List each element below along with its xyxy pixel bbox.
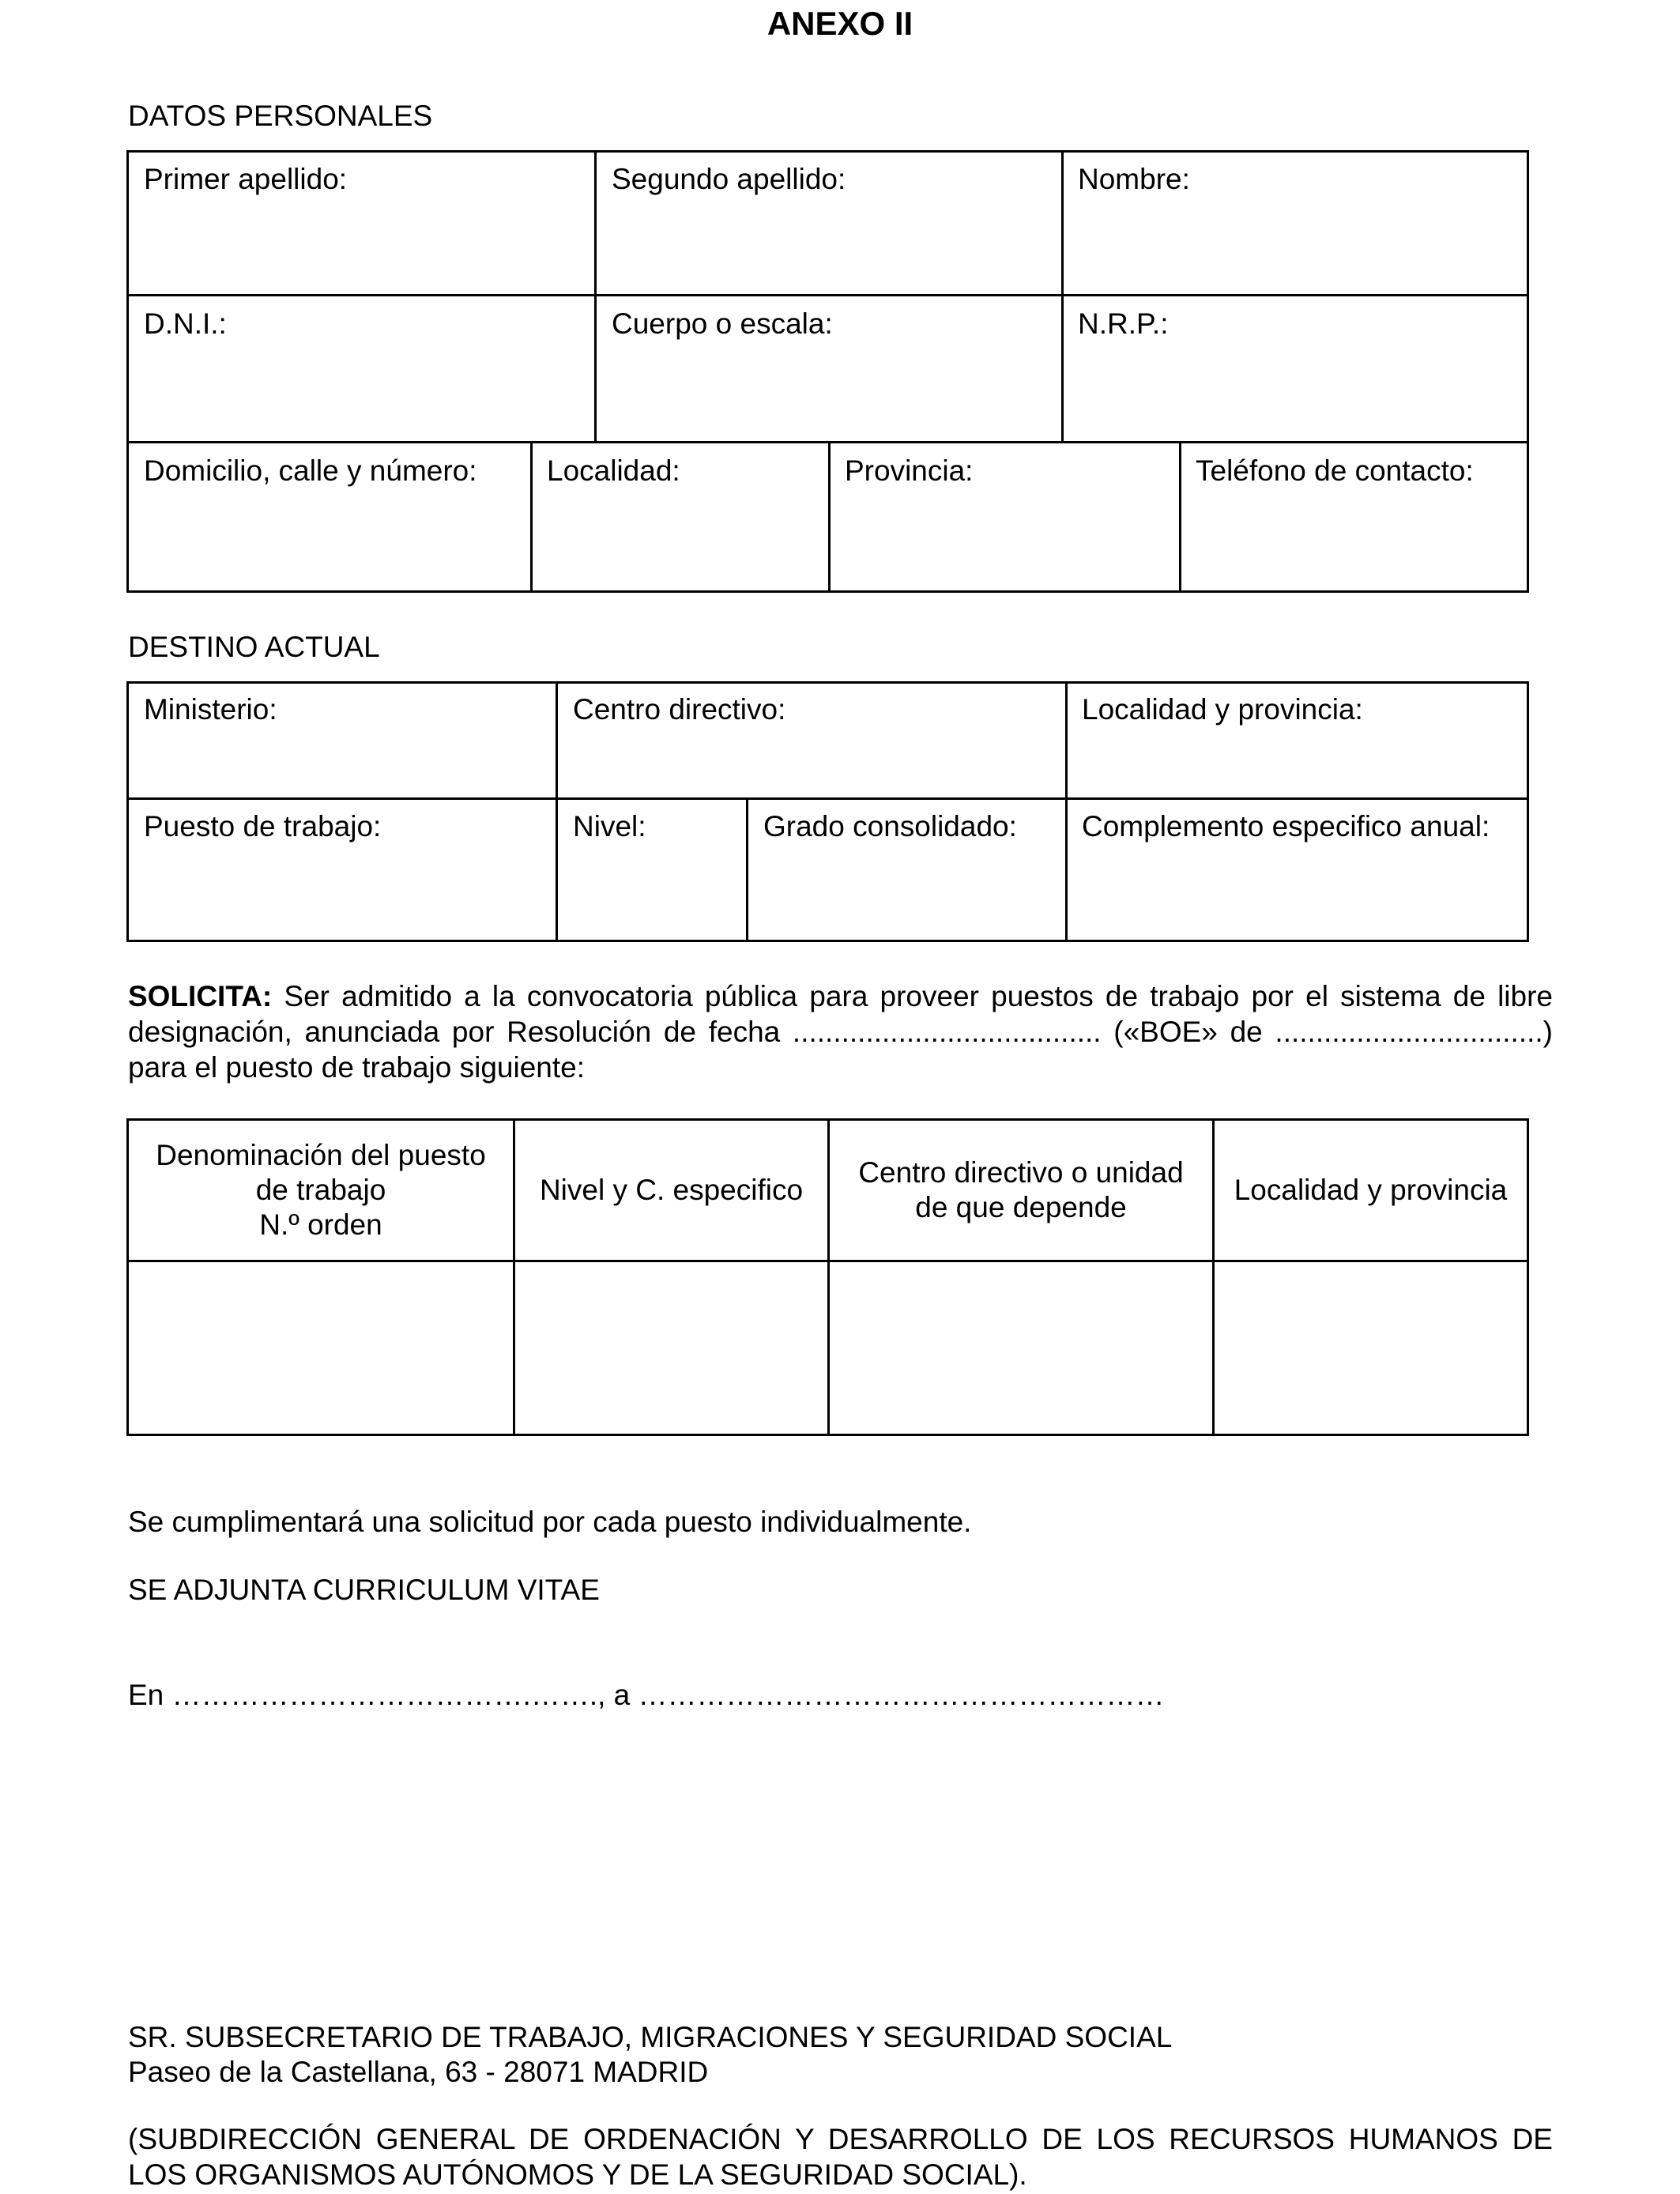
ministerio-field[interactable]: Ministerio: xyxy=(144,693,277,726)
col-divider xyxy=(594,150,597,443)
domicilio-field[interactable]: Domicilio, calle y número: xyxy=(144,454,477,487)
centro-directivo-field[interactable]: Centro directivo: xyxy=(573,693,786,726)
header-line: Denominación del puesto xyxy=(156,1139,486,1171)
complemento-especifico-field[interactable]: Complemento especifico anual: xyxy=(1082,810,1490,843)
datos-personales-heading: DATOS PERSONALES xyxy=(128,100,433,132)
header-line: N.º orden xyxy=(259,1208,382,1241)
localidad-provincia-field[interactable]: Localidad y provincia: xyxy=(1082,693,1363,726)
telefono-field[interactable]: Teléfono de contacto: xyxy=(1196,454,1474,487)
denominacion-input-cell[interactable] xyxy=(129,1262,513,1434)
segundo-apellido-field[interactable]: Segundo apellido: xyxy=(612,163,846,195)
localidad-input-cell[interactable] xyxy=(1215,1262,1527,1434)
row-divider xyxy=(126,797,1529,800)
header-denominacion xyxy=(129,1121,513,1260)
provincia-field[interactable]: Provincia: xyxy=(845,454,974,487)
col-divider xyxy=(1179,441,1181,593)
col-divider xyxy=(556,681,558,942)
lugar-fecha-line[interactable]: En ……………………………….……., a ……………………………………………… xyxy=(128,1679,1165,1711)
primer-apellido-field[interactable]: Primer apellido: xyxy=(144,163,348,195)
centro-input-cell[interactable] xyxy=(830,1262,1212,1434)
col-divider xyxy=(1061,150,1064,443)
col-divider xyxy=(530,441,533,593)
header-line: Centro directivo o unidad xyxy=(858,1156,1184,1189)
row-divider xyxy=(126,294,1529,296)
header-localidad xyxy=(1215,1121,1527,1260)
header-nivel xyxy=(515,1121,827,1260)
destinatario-line1: SR. SUBSECRETARIO DE TRABAJO, MIGRACIONES Y SEGURIDAD SOCIAL xyxy=(128,2021,1173,2053)
nota-text: Se cumplimentará una solicitud por cada puesto individualmente. xyxy=(128,1506,972,1538)
col-divider xyxy=(746,797,748,942)
col-divider xyxy=(828,441,831,593)
cuerpo-escala-field[interactable]: Cuerpo o escala: xyxy=(612,307,833,340)
solicita-text: Ser admitido a la convocatoria pública para proveer puestos de trabajo por el sistema de libre designación, anunciada por Resolución de fecha ...................................... («BOE» de .................................) para el puesto de trabajo siguiente: xyxy=(128,980,1553,1084)
header-line: de trabajo xyxy=(255,1174,386,1206)
destino-actual-heading: DESTINO ACTUAL xyxy=(128,631,380,663)
header-line: Nivel y C. especifico xyxy=(539,1174,804,1206)
grado-consolidado-field[interactable]: Grado consolidado: xyxy=(763,810,1017,843)
subdireccion-text: (SUBDIRECCIÓN GENERAL DE ORDENACIÓN Y DESARROLLO DE LOS RECURSOS HUMANOS DE LOS ORGANISMOS AUTÓNOMOS Y DE LA SEGURIDAD SOCIAL). xyxy=(128,2123,1553,2191)
header-line: de que depende xyxy=(915,1191,1127,1223)
nivel-input-cell[interactable] xyxy=(515,1262,827,1434)
solicita-label: SOLICITA: xyxy=(128,980,273,1012)
destinatario-line2: Paseo de la Castellana, 63 - 28071 MADRID xyxy=(128,2056,709,2088)
solicita-paragraph xyxy=(128,978,1553,1085)
header-line: Localidad y provincia xyxy=(1234,1174,1508,1206)
puesto-trabajo-field[interactable]: Puesto de trabajo: xyxy=(144,810,382,843)
page-title: ANEXO II xyxy=(767,5,913,42)
nivel-field[interactable]: Nivel: xyxy=(573,810,646,843)
dni-field[interactable]: D.N.I.: xyxy=(144,307,227,340)
header-centro-directivo xyxy=(830,1121,1212,1260)
nrp-field[interactable]: N.R.P.: xyxy=(1078,307,1169,340)
col-divider xyxy=(1065,681,1068,942)
adjunta-text: SE ADJUNTA CURRICULUM VITAE xyxy=(128,1574,600,1606)
localidad-field[interactable]: Localidad: xyxy=(547,454,680,487)
nombre-field[interactable]: Nombre: xyxy=(1078,163,1190,195)
